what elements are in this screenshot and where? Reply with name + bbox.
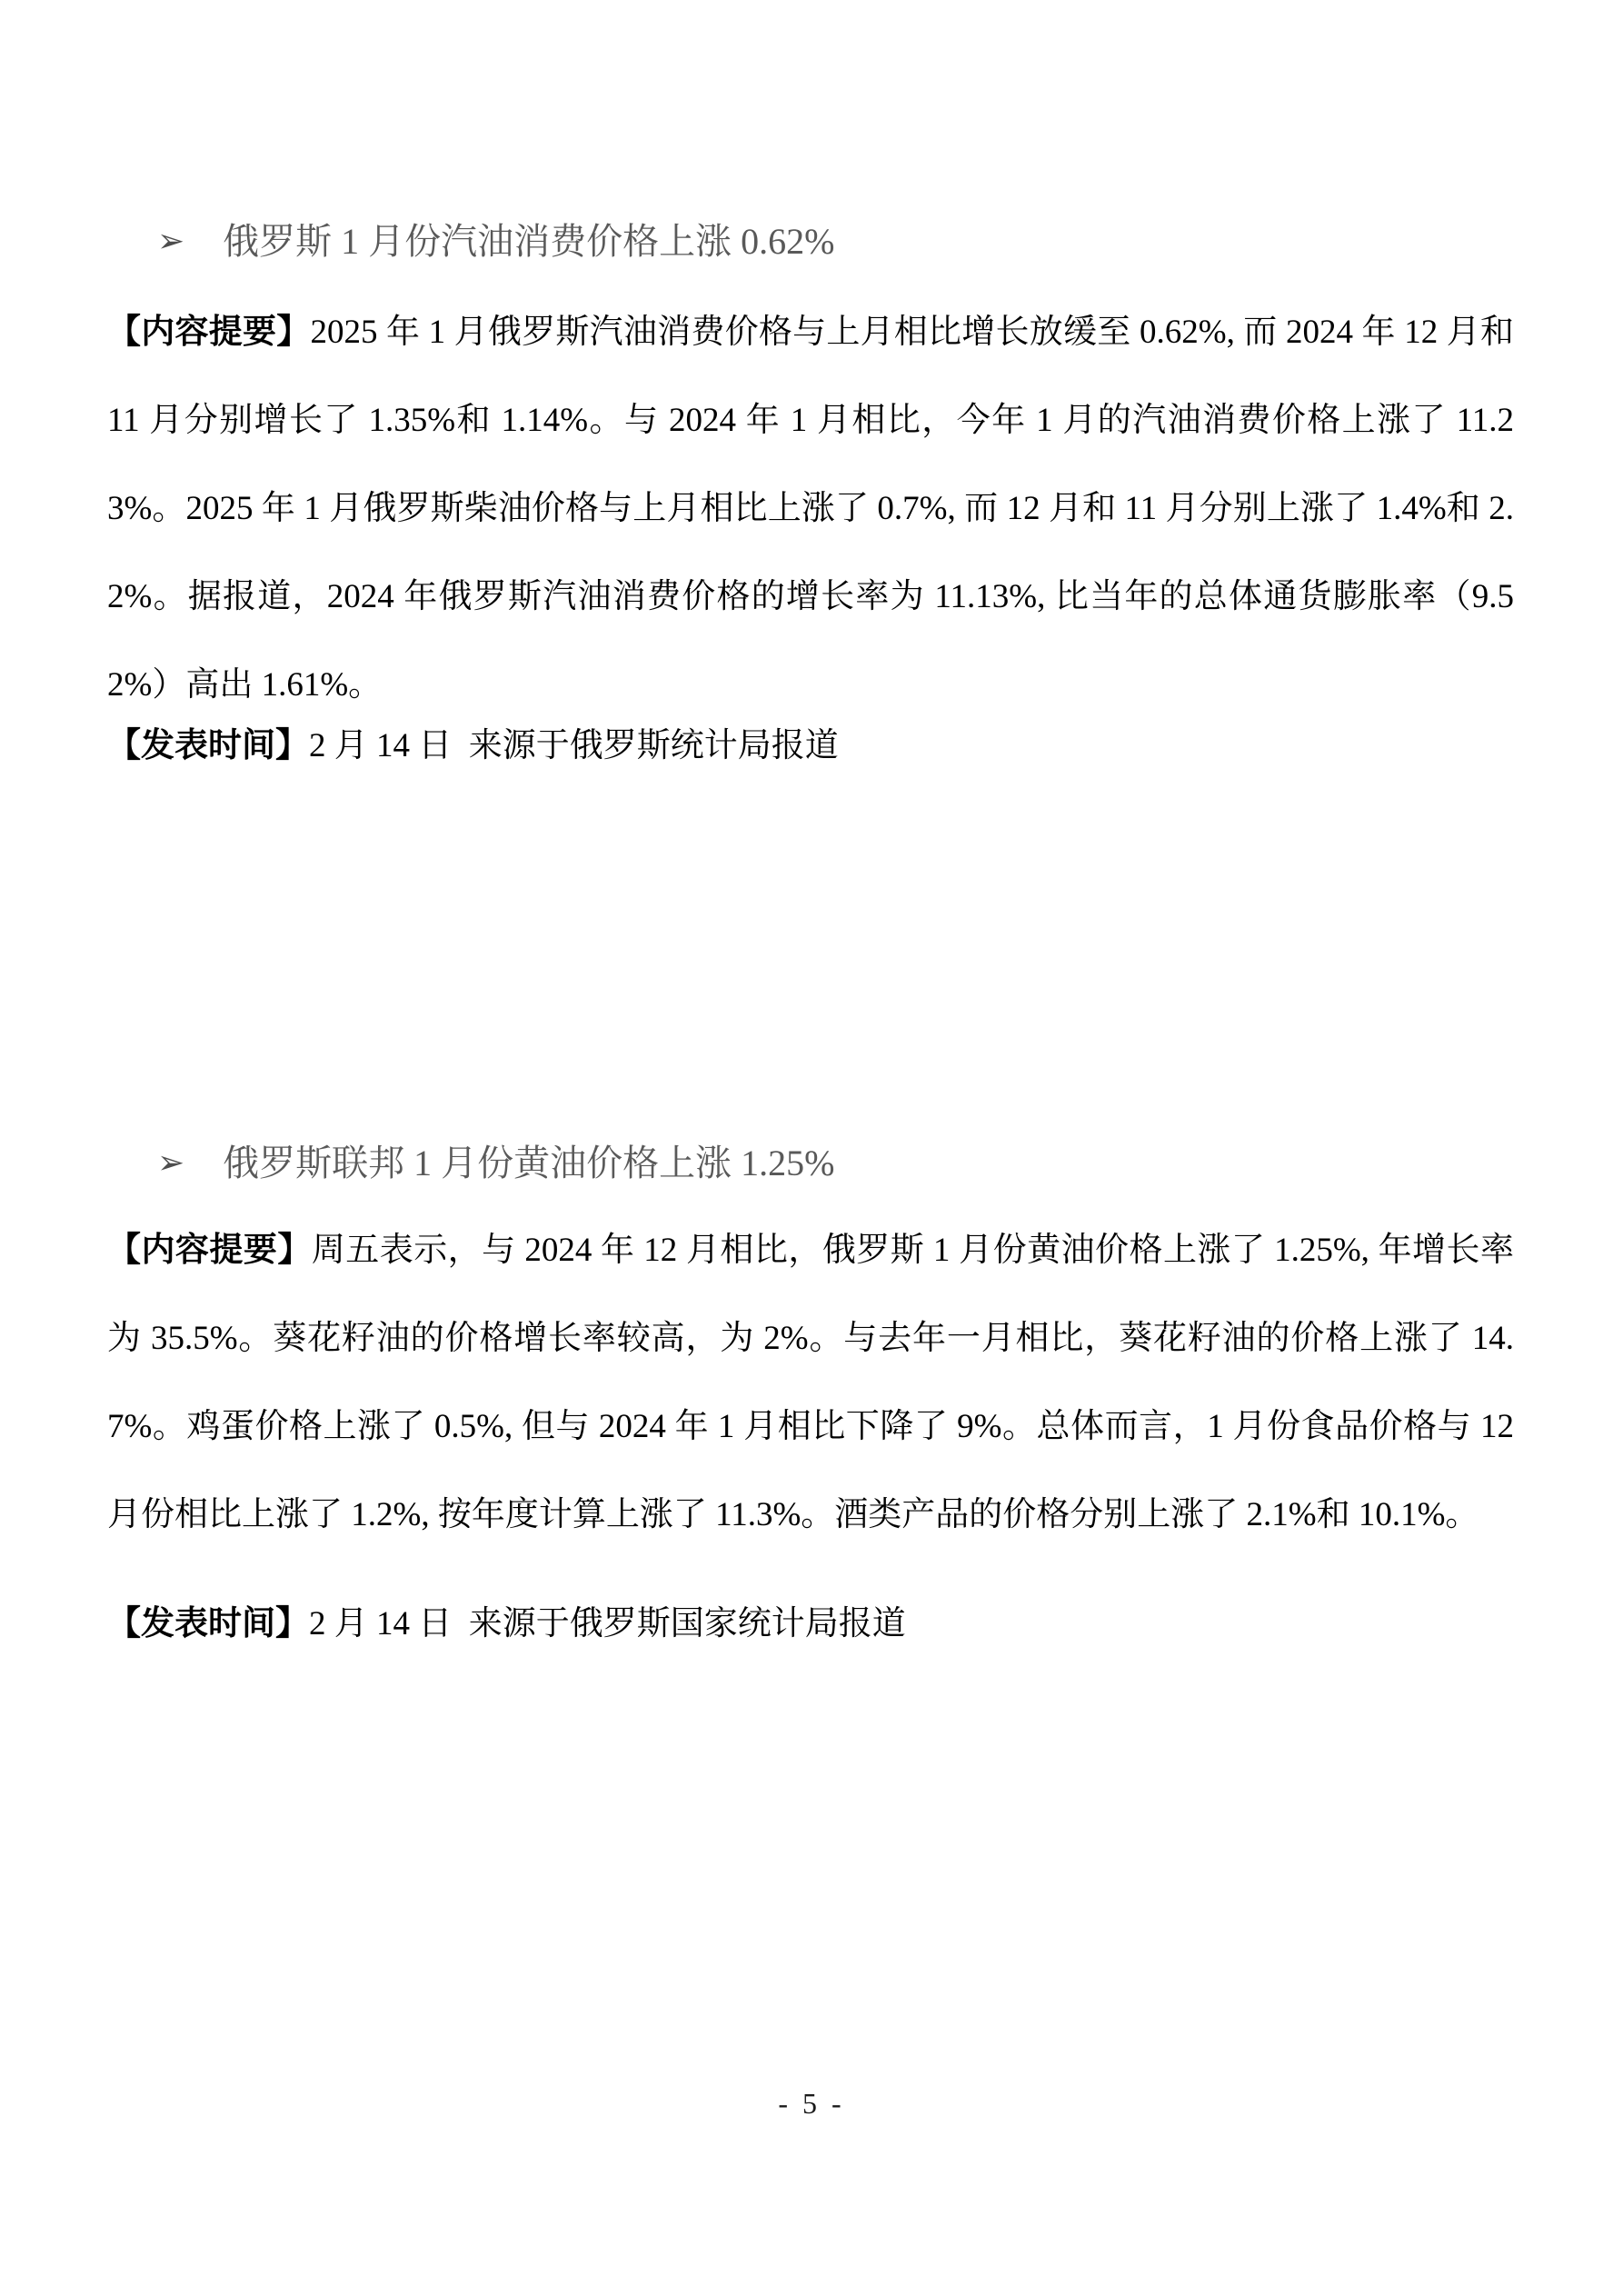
section-1-title: 俄罗斯 1 月份汽油消费价格上涨 0.62% (223, 221, 835, 262)
section-1-publish-text: 2 月 14 日 来源于俄罗斯统计局报道 (309, 727, 839, 764)
section-1-publish-label: 【发表时间】 (107, 727, 309, 764)
page-number: - 5 - (778, 2087, 845, 2120)
section-2-publish-line (107, 1580, 1514, 1668)
section-2-publish-label: 【发表时间】 (107, 1605, 309, 1642)
section-2-summary-paragraph (107, 1206, 1514, 1559)
section-2-heading (157, 1140, 1514, 1188)
section-1-summary-paragraph (107, 288, 1514, 729)
section-2-title: 俄罗斯联邦 1 月份黄油价格上涨 1.25% (223, 1143, 835, 1183)
section-2-publish-text: 2 月 14 日 来源于俄罗斯国家统计局报道 (309, 1605, 906, 1642)
section-1-heading (157, 218, 1514, 266)
section-2-summary-label: 【内容提要】 (107, 1232, 312, 1269)
section-1-summary-label: 【内容提要】 (107, 314, 311, 351)
arrowhead-bullet-icon: ➢ (157, 1144, 185, 1181)
section-1-summary-text: 2025 年 1 月俄罗斯汽油消费价格与上月相比增长放缓至 0.62%, 而 2024 年 12 月和 11 月分别增长了 1.35%和 1.14%。与 2024 年 1 月相比，今年 1 月的汽油消费价格上涨了 11.23%。2025 年 1 月俄罗斯柴油价格与上月相比上涨了 0.7%, 而 12 月和 11 月分别上涨了 1.4%和 2.2%。据报道，2024 年俄罗斯汽油消费价格的增长率为 11.13%, 比当年的总体通货膨胀率（9.52%）高出 1.61%。 (107, 314, 1514, 704)
section-2-summary-text: 周五表示，与 2024 年 12 月相比，俄罗斯 1 月份黄油价格上涨了 1.25%, 年增长率为 35.5%。葵花籽油的价格增长率较高，为 2%。与去年一月相比，葵花籽油的价格上涨了 14.7%。鸡蛋价格上涨了 0.5%, 但与 2024 年 1 月相比下降了 9%。总体而言，1 月份食品价格与 12 月份相比上涨了 1.2%, 按年度计算上涨了 11.3%。酒类产品的价格分别上涨了 2.1%和 10.1%。 (107, 1232, 1515, 1533)
arrowhead-bullet-icon: ➢ (157, 223, 185, 259)
section-1-publish-line (107, 702, 1514, 790)
